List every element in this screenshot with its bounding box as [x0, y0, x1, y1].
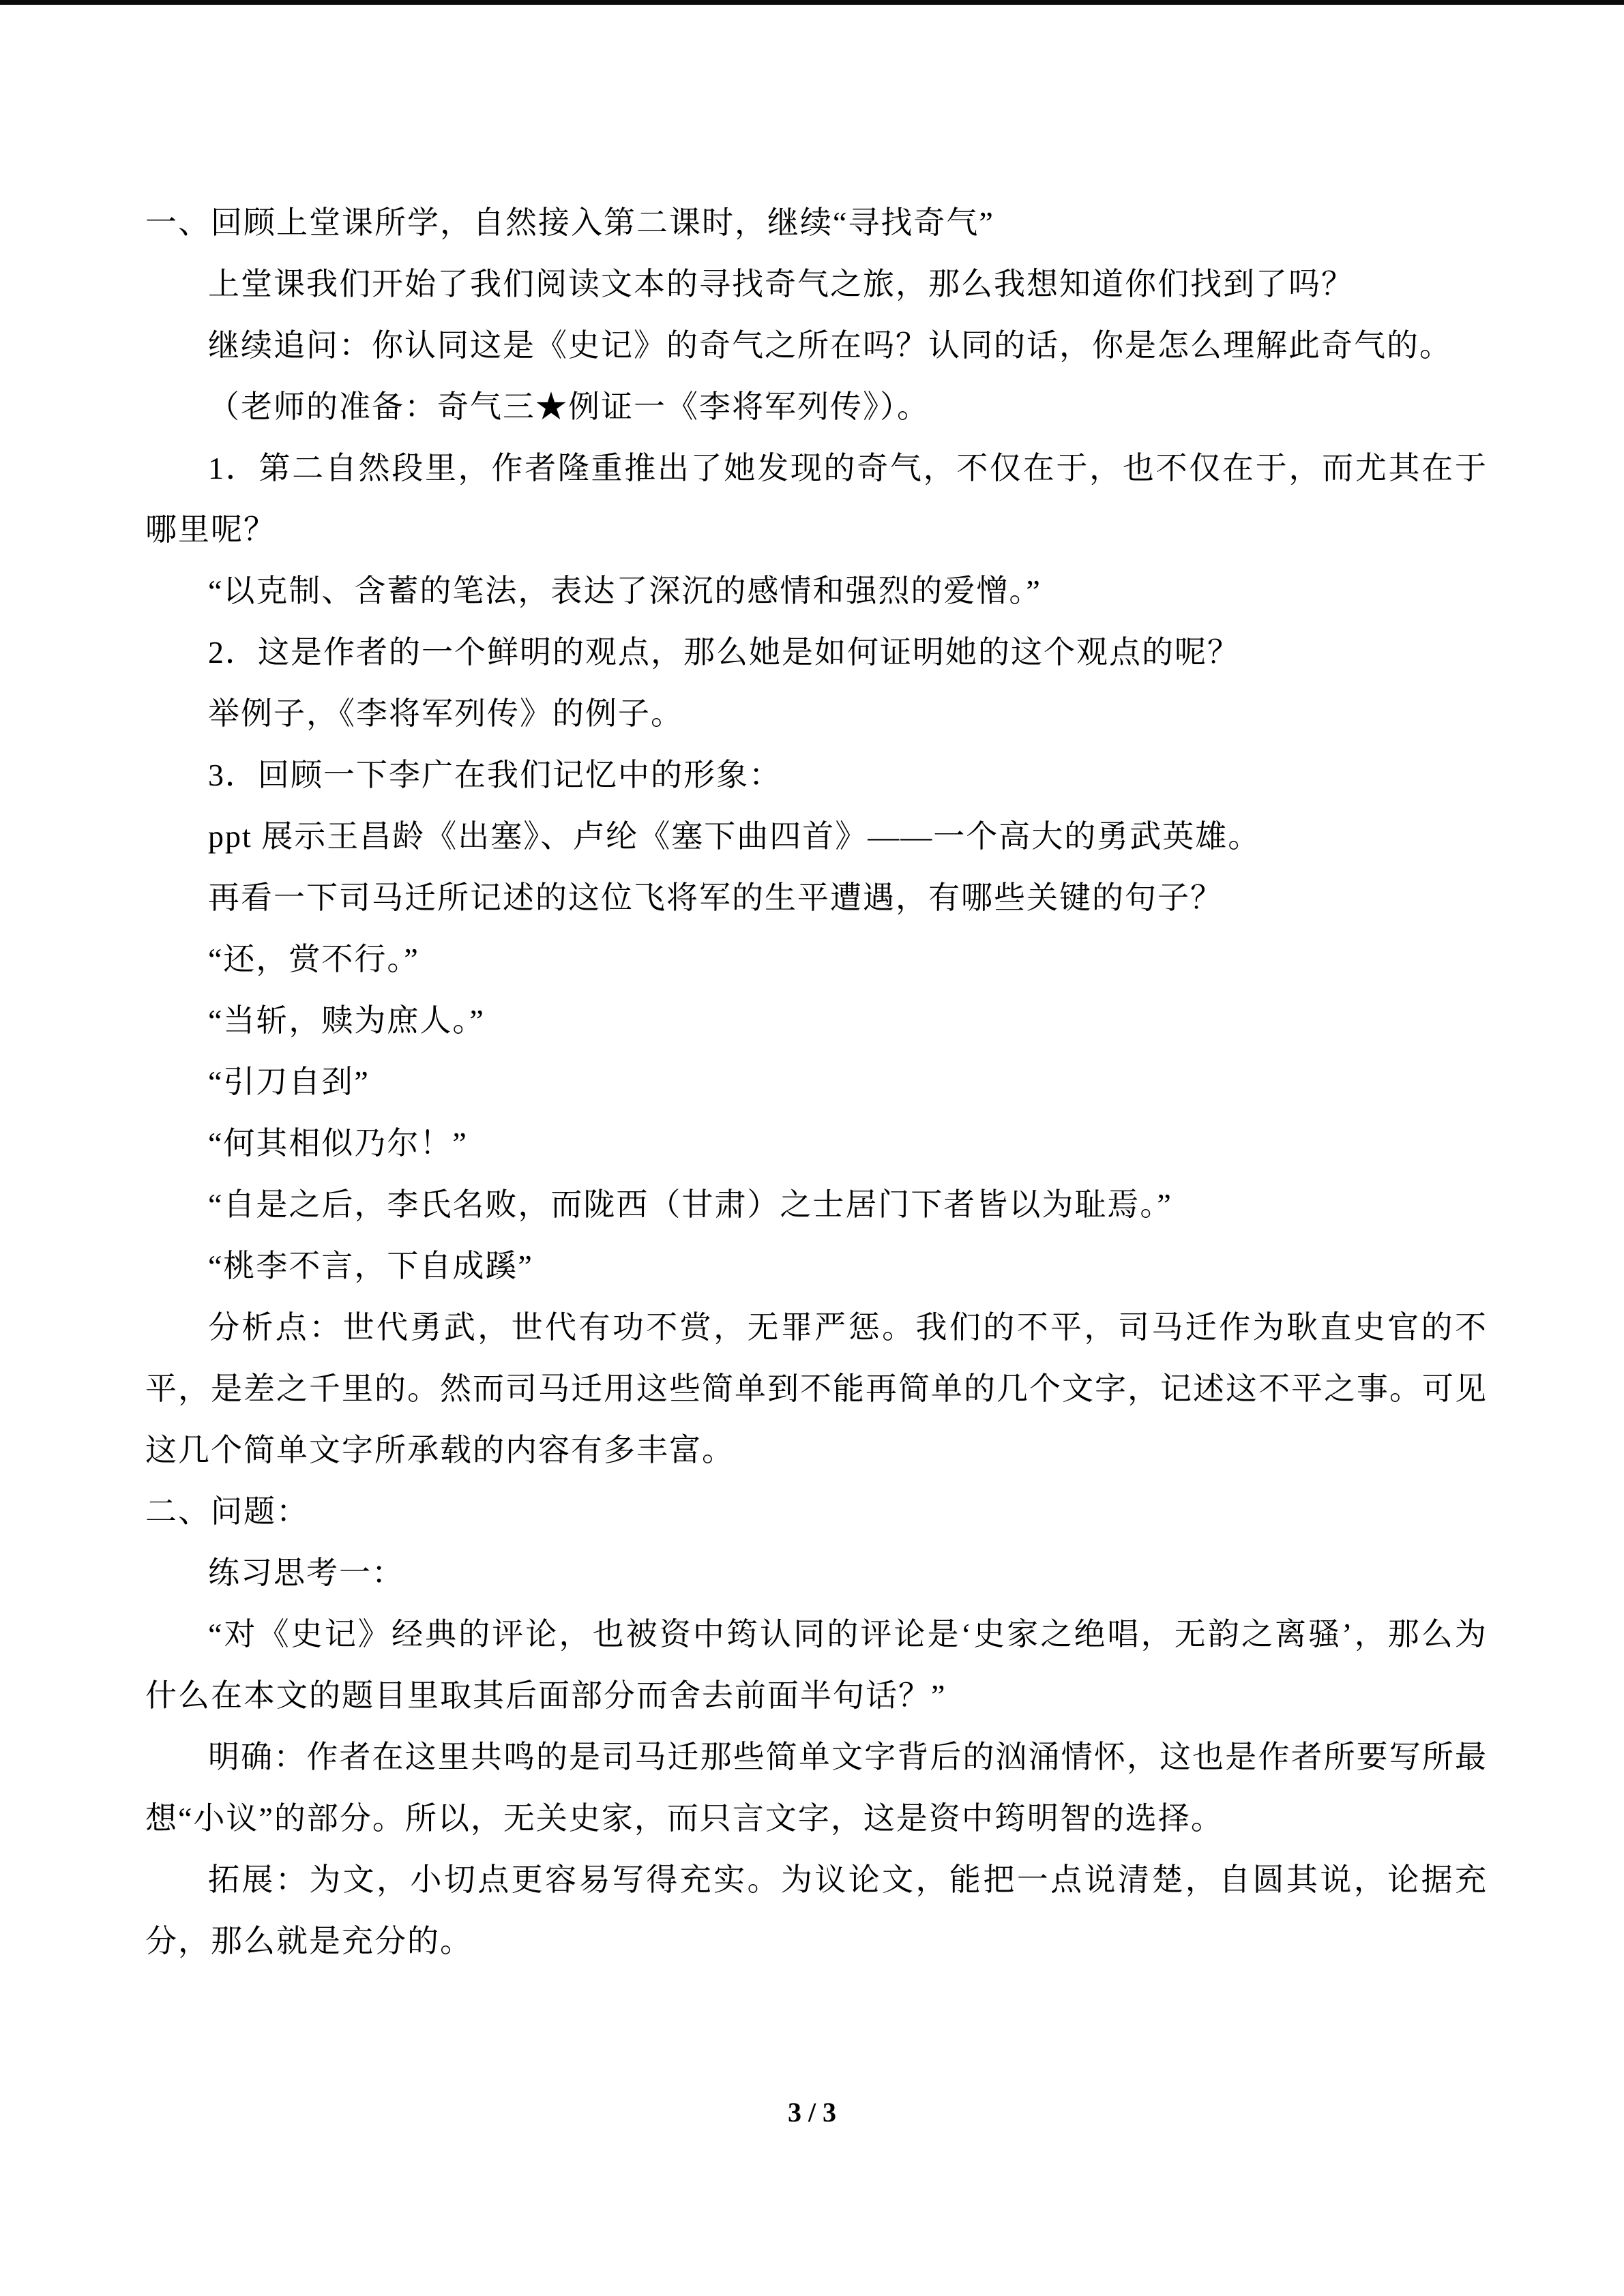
- paragraph: “以克制、含蓄的笔法，表达了深沉的感情和强烈的爱憎。”: [208, 573, 1042, 608]
- paragraph: “引刀自刭”: [208, 1064, 370, 1099]
- paragraph: 继续追问：你认同这是《史记》的奇气之所在吗？认同的话，你是怎么理解此奇气的。: [208, 328, 1452, 363]
- paragraph: 明确：作者在这里共鸣的是司马迁那些简单文字背后的汹涌情怀，这也是作者所要写所最想“小议”的部分。所以，无关史家，而只言文字，这是资中筠明智的选择。: [145, 1740, 1488, 1836]
- page-top-border: [0, 0, 1624, 5]
- document-text-body: [145, 192, 1488, 1972]
- paragraph: 练习思考一：: [208, 1555, 404, 1590]
- paragraph: “自是之后，李氏名败，而陇西（甘肃）之士居门下者皆以为耻焉。”: [208, 1187, 1172, 1222]
- paragraph: 拓展：为文，小切点更容易写得充实。为议论文，能把一点说清楚，自圆其说，论据充分，那么就是充分的。: [145, 1862, 1488, 1958]
- paragraph: 二、问题：: [145, 1494, 309, 1529]
- paragraph: “桃李不言，下自成蹊”: [208, 1249, 533, 1283]
- paragraph: 3．回顾一下李广在我们记忆中的形象：: [208, 758, 782, 792]
- paragraph: “还，赏不行。”: [208, 942, 419, 976]
- paragraph: “当斩，赎为庶人。”: [208, 1003, 485, 1038]
- paragraph: 2．这是作者的一个鲜明的观点，那么她是如何证明她的这个观点的呢？: [208, 635, 1240, 670]
- paragraph: ppt 展示王昌龄《出塞》、卢纶《塞下曲四首》——一个高大的勇武英雄。: [208, 819, 1261, 854]
- paragraph: “对《史记》经典的评论，也被资中筠认同的评论是‘史家之绝唱，无韵之离骚’，那么为什么在本文的题目里取其后面部分而舍去前面半句话？”: [145, 1617, 1488, 1713]
- paragraph: “何其相似乃尔！”: [208, 1126, 468, 1161]
- paragraph: 1．第二自然段里，作者隆重推出了她发现的奇气，不仅在于，也不仅在于，而尤其在于哪里呢？: [145, 451, 1488, 547]
- page-number: 3 / 3: [787, 2097, 837, 2128]
- paragraph: 一、回顾上堂课所学，自然接入第二课时，继续“寻找奇气”: [145, 205, 994, 240]
- paragraph: 举例子，《李将军列传》的例子。: [208, 696, 683, 731]
- paragraph: 再看一下司马迁所记述的这位飞将军的生平遭遇，有哪些关键的句子？: [208, 880, 1223, 915]
- paragraph: （老师的准备：奇气三★例证一《李将军列传》）。: [208, 389, 930, 424]
- paragraph: 分析点：世代勇武，世代有功不赏，无罪严惩。我们的不平，司马迁作为耿直史官的不平，是差之千里的。然而司马迁用这些简单到不能再简单的几个文字，记述这不平之事。可见这几个简单文字所承载的内容有多丰富。: [145, 1310, 1488, 1467]
- paragraph: 上堂课我们开始了我们阅读文本的寻找奇气之旅，那么我想知道你们找到了吗？: [208, 267, 1354, 301]
